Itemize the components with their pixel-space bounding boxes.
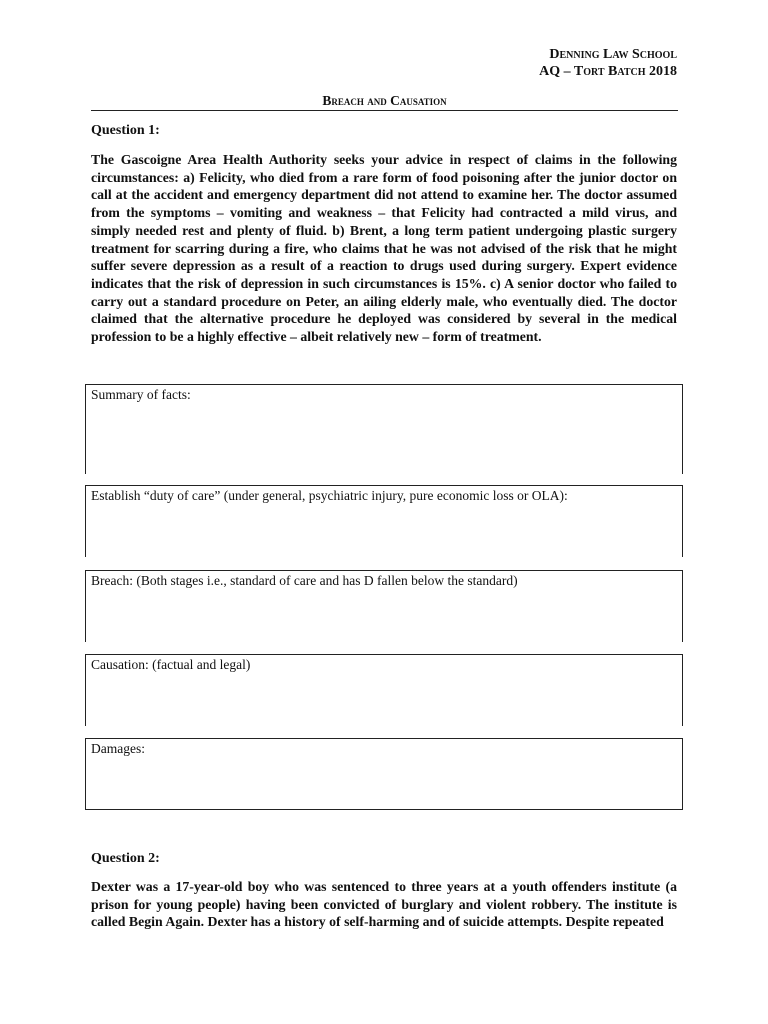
- damages-box[interactable]: [85, 738, 683, 810]
- summary-of-facts-box[interactable]: [85, 384, 683, 474]
- batch-name: [539, 63, 677, 80]
- document-header: [539, 46, 677, 80]
- duty-of-care-box[interactable]: [85, 485, 683, 557]
- title-divider: [91, 110, 678, 111]
- damages-label: Damages:: [91, 741, 145, 756]
- question-1-heading: Question 1:: [91, 123, 160, 138]
- question-2-heading: Question 2:: [91, 851, 160, 866]
- batch-text: AQ – Tort Batch 2018: [539, 64, 677, 79]
- causation-box[interactable]: [85, 654, 683, 726]
- summary-of-facts-label: Summary of facts:: [91, 387, 191, 402]
- school-name: Denning Law School: [549, 47, 677, 62]
- duty-of-care-label: Establish “duty of care” (under general, psychiatric injury, pure economic loss or OLA):: [91, 488, 568, 503]
- question-1-body: The Gascoigne Area Health Authority seeks your advice in respect of claims in the following circumstances: a) Felicity, who died from a rare form of food poisoning after the junior doctor on call at the accident and emergency department did not attend to examine her. The doctor assumed from the symptoms – vomiting and weakness – that Felicity had contracted a mild virus, and simply needed rest and plenty of fluid. b) Brent, a long term patient undergoing plastic surgery treatment for scarring during a fire, who claims that he was not advised of the risk that he might suffer severe depression as a result of a reaction to drugs used during surgery. Expert evidence indicates that the risk of depression in such circumstances is 15%. c) A senior doctor who failed to carry out a standard procedure on Peter, an ailing elderly male, who eventually died. The doctor claimed that the alternative procedure he deployed was considered by several in the medical profession to be a highly effective – albeit relatively new – form of treatment.: [91, 152, 677, 345]
- page-title: Breach and Causation: [322, 93, 447, 108]
- breach-label: Breach: (Both stages i.e., standard of care and has D fallen below the standard): [91, 573, 518, 588]
- question-2-body: Dexter was a 17-year-old boy who was sentenced to three years at a youth offenders institute (a prison for young people) having been convicted of burglary and violent robbery. The institute is called Begin Again. Dexter has a history of self-harming and of suicide attempts. Despite repeated: [91, 879, 677, 930]
- breach-box[interactable]: [85, 570, 683, 642]
- causation-label: Causation: (factual and legal): [91, 657, 251, 672]
